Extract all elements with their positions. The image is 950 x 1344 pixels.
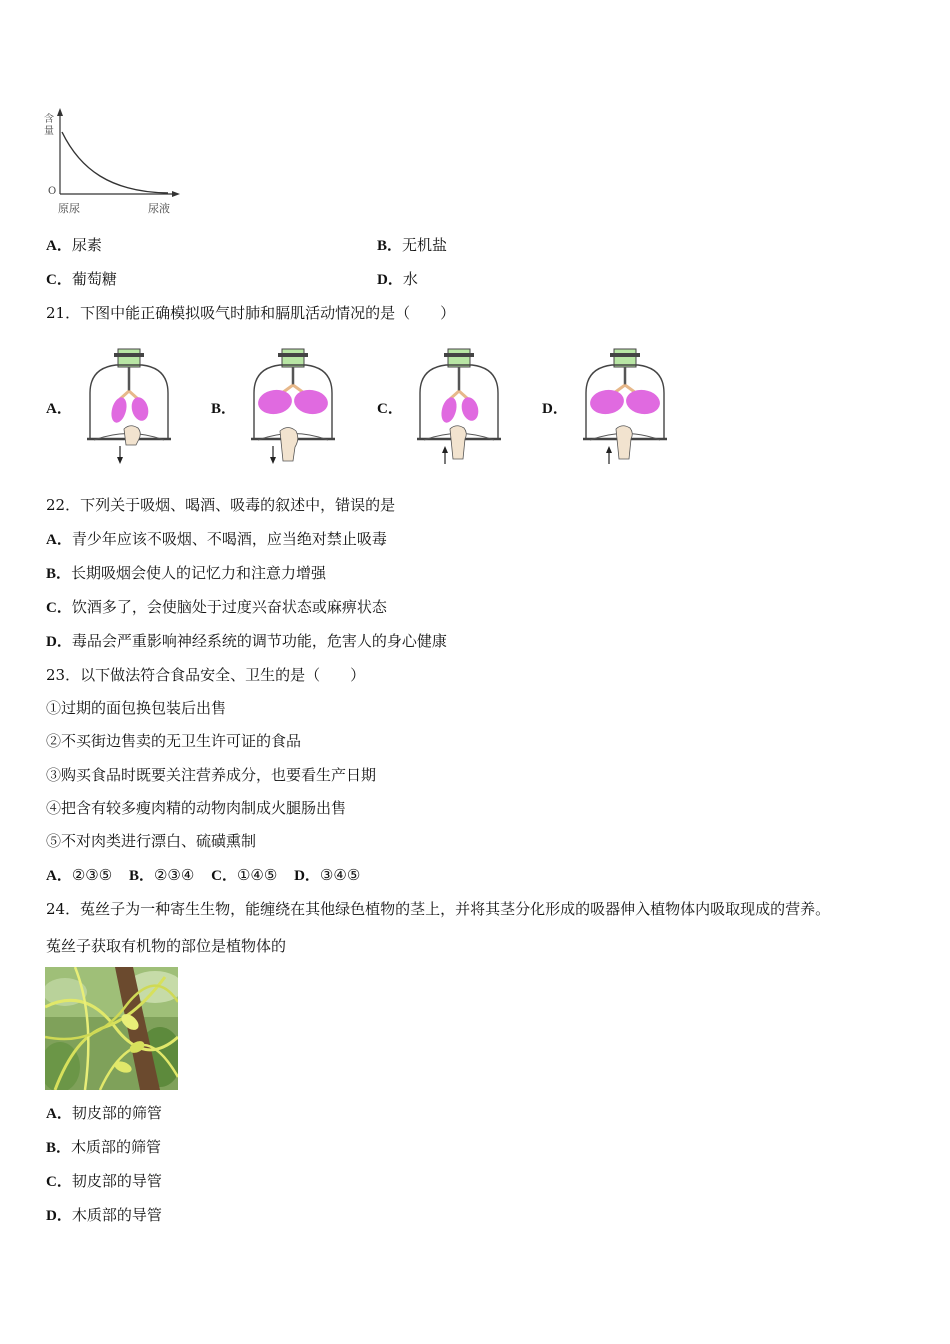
x-label-1: 原尿 — [58, 202, 80, 215]
q23-item-2: ②不买街边售卖的无卫生许可证的食品 — [46, 732, 302, 750]
dodder-photo — [45, 967, 178, 1090]
q24-option-c: C．韧皮部的导管 — [46, 1172, 162, 1190]
q24-stem-line-1: 24．菟丝子为一种寄生生物，能缠绕在其他绿色植物的茎上，并将其茎分化形成的吸器伸入植物体内吸取现成的营养。 — [46, 900, 831, 918]
bell-jar-c-svg — [410, 343, 510, 468]
q23-stem: 23．以下做法符合食品安全、卫生的是（ ） — [46, 666, 366, 684]
q23-item-4: ④把含有较多瘦肉精的动物肉制成火腿肠出售 — [46, 799, 347, 817]
q20-option-d: D．水 — [377, 270, 418, 288]
x-label-2: 尿液 — [148, 202, 170, 215]
bell-jar-a-svg — [80, 343, 180, 468]
dodder-photo-svg — [45, 967, 178, 1090]
q24-option-d: D．木质部的导管 — [46, 1206, 162, 1224]
q20-option-a: A．尿素 — [46, 236, 102, 254]
q23-options-row: A．②③⑤ B．②③④ C．①④⑤ D．③④⑤ — [46, 866, 361, 884]
q24-option-a: A．韧皮部的筛管 — [46, 1104, 162, 1122]
bell-jar-d-diagram — [576, 343, 676, 472]
q23-item-3: ③购买食品时既要关注营养成分，也要看生产日期 — [46, 766, 377, 784]
q21-label-c: C． — [377, 401, 403, 417]
y-label-2: 量 — [44, 126, 54, 137]
q22-option-a: A．青少年应该不吸烟、不喝酒，应当绝对禁止吸毒 — [46, 530, 387, 548]
q21-label-a: A． — [46, 401, 72, 417]
q21-label-b: B． — [211, 401, 237, 417]
q21-stem: 21．下图中能正确模拟吸气时肺和膈肌活动情况的是（ ） — [46, 304, 456, 322]
q23-item-1: ①过期的面包换包装后出售 — [46, 699, 227, 717]
q20-option-c: C．葡萄糖 — [46, 270, 117, 288]
origin-label: O — [48, 186, 57, 197]
q22-stem: 22．下列关于吸烟、喝酒、吸毒的叙述中，错误的是 — [46, 496, 396, 514]
bell-jar-b-diagram — [244, 343, 344, 472]
bell-jar-c-diagram — [410, 343, 510, 472]
x-axis-arrow — [172, 191, 180, 197]
bell-jar-b-svg — [244, 343, 344, 468]
bell-jar-d-svg — [576, 343, 676, 468]
q22-option-b: B．长期吸烟会使人的记忆力和注意力增强 — [46, 564, 327, 582]
y-axis-arrow — [57, 108, 63, 116]
q21-label-d: D． — [542, 401, 568, 417]
y-label-1: 含 — [44, 114, 54, 125]
q24-option-b: B．木质部的筛管 — [46, 1138, 162, 1156]
q22-option-c: C．饮酒多了，会使脑处于过度兴奋状态或麻痹状态 — [46, 598, 387, 616]
q20-option-b: B．无机盐 — [377, 236, 448, 254]
bell-jar-a-diagram — [80, 343, 180, 472]
q22-option-d: D．毒品会严重影响神经系统的调节功能，危害人的身心健康 — [46, 632, 447, 650]
graph-svg — [40, 104, 190, 219]
concentration-graph — [40, 104, 190, 219]
q24-stem-line-2: 菟丝子获取有机物的部位是植物体的 — [46, 937, 287, 955]
decline-curve — [62, 132, 168, 193]
q23-item-5: ⑤不对肉类进行漂白、硫磺熏制 — [46, 832, 257, 850]
